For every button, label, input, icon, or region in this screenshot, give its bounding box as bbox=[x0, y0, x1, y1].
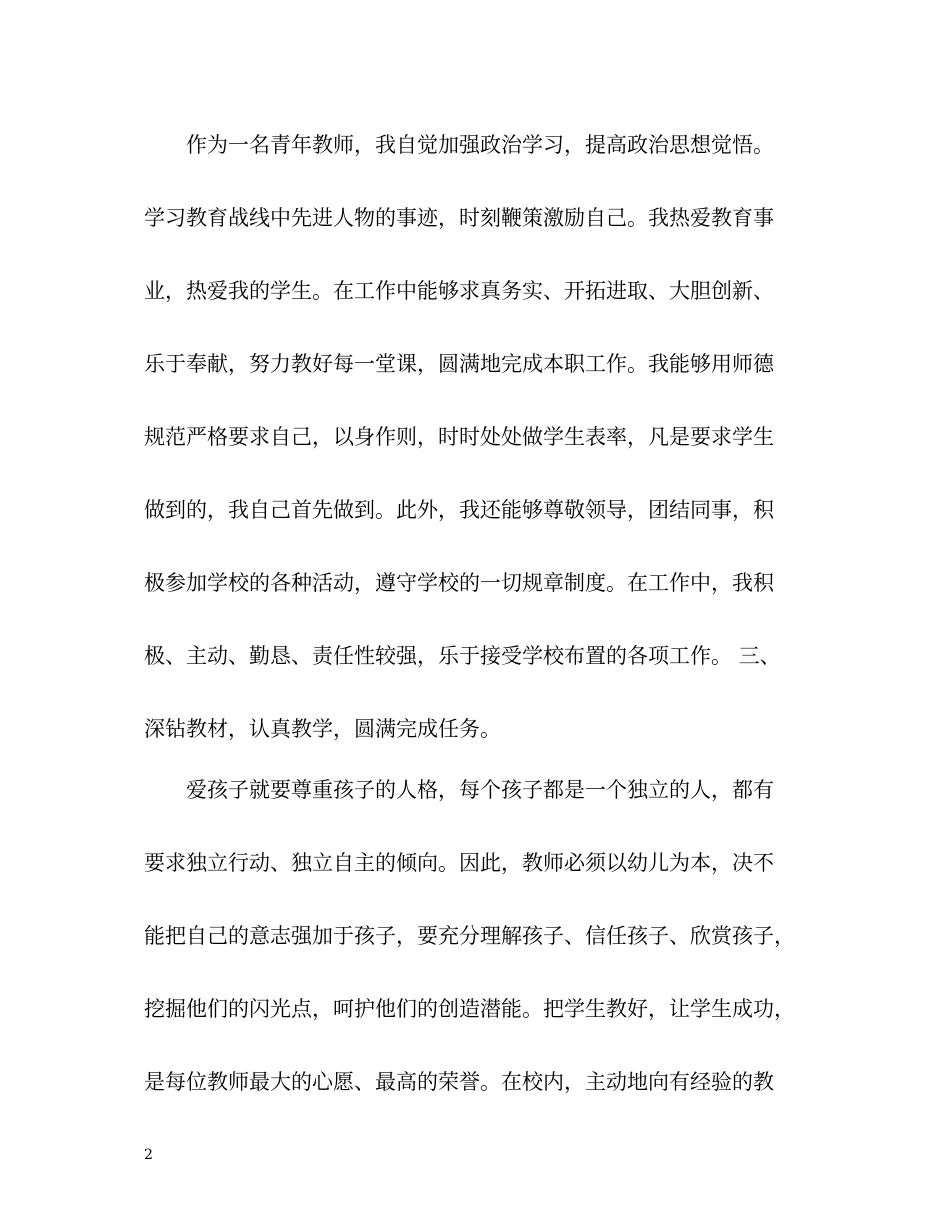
paragraph-2-line-4: 挖掘他们的闪光点，呵护他们的创造潜能。把学生教好，让学生成功， bbox=[144, 997, 795, 1021]
paragraph-2-line-5: 是每位教师最大的心愿、最高的荣誉。在校内，主动地向有经验的教 bbox=[144, 1070, 774, 1094]
paragraph-1-line-1: 作为一名青年教师，我自觉加强政治学习，提高政治思想觉悟。 bbox=[186, 133, 774, 157]
paragraph-2-line-3: 能把自己的意志强加于孩子，要充分理解孩子、信任孩子、欣赏孩子， bbox=[144, 924, 795, 948]
paragraph-2-line-1: 爱孩子就要尊重孩子的人格，每个孩子都是一个独立的人，都有 bbox=[186, 778, 774, 802]
paragraph-1-line-9: 深钻教材，认真教学，圆满完成任务。 bbox=[144, 717, 501, 741]
paragraph-1-line-2: 学习教育战线中先进人物的事迹，时刻鞭策激励自己。我热爱教育事 bbox=[144, 206, 774, 230]
page-number: 2 bbox=[144, 1147, 153, 1163]
paragraph-1-line-8: 极、主动、勤恳、责任性较强，乐于接受学校布置的各项工作。 三、 bbox=[144, 644, 781, 668]
paragraph-2-line-2: 要求独立行动、独立自主的倾向。因此，教师必须以幼儿为本，决不 bbox=[144, 851, 774, 875]
paragraph-1-line-5: 规范严格要求自己，以身作则，时时处处做学生表率，凡是要求学生 bbox=[144, 425, 774, 449]
paragraph-1-line-6: 做到的，我自己首先做到。此外，我还能够尊敬领导，团结同事，积 bbox=[144, 498, 774, 522]
paragraph-1-line-7: 极参加学校的各种活动，遵守学校的一切规章制度。在工作中，我积 bbox=[144, 571, 774, 595]
paragraph-1-line-3: 业，热爱我的学生。在工作中能够求真务实、开拓进取、大胆创新、 bbox=[144, 279, 774, 303]
paragraph-1-line-4: 乐于奉献，努力教好每一堂课，圆满地完成本职工作。我能够用师德 bbox=[144, 352, 774, 376]
